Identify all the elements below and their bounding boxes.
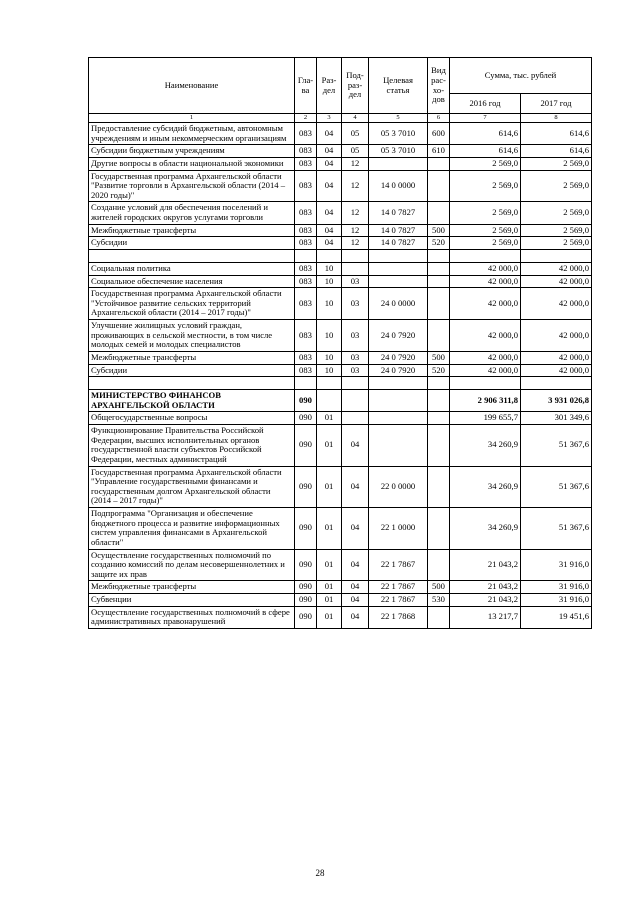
- row-target: [369, 390, 428, 412]
- row-sum-2016: 2 569,0: [450, 157, 521, 170]
- row-razdel: 10: [317, 320, 342, 352]
- row-name: Субсидии бюджетным учреждениям: [89, 145, 295, 158]
- row-name: Улучшение жилищных условий граждан, проживающих в сельской местности, в том числе молодых семей и молодых специалистов: [89, 320, 295, 352]
- row-name: Функционирование Правительства Российской Федерации, высших исполнительных органов государственной власти субъектов Российской Федерации, местных администраций: [89, 425, 295, 467]
- row-razdel: 01: [317, 549, 342, 581]
- row-name: Государственная программа Архангельской области "Управление государственными финансами и государственным долгом Архангельской области (2014 – 2017 годы)": [89, 466, 295, 508]
- row-sum-2016: 42 000,0: [450, 275, 521, 288]
- row-vid: 520: [428, 237, 450, 250]
- row-target: [369, 157, 428, 170]
- row-podrazdel: 05: [342, 123, 369, 145]
- row-sum-2016: 42 000,0: [450, 262, 521, 275]
- col-number: 1: [89, 114, 295, 123]
- header-razdel: Раз-дел: [317, 58, 342, 114]
- row-glava: 083: [295, 157, 317, 170]
- col-number: 6: [428, 114, 450, 123]
- row-razdel: 01: [317, 425, 342, 467]
- row-name: Социальная политика: [89, 262, 295, 275]
- table-row: [89, 412, 592, 425]
- row-razdel: 01: [317, 581, 342, 594]
- row-name: Предоставление субсидий бюджетным, автономным учреждениям и иным некоммерческим организациям: [89, 123, 295, 145]
- row-sum-2016: 13 217,7: [450, 606, 521, 628]
- table-row: [89, 237, 592, 250]
- header-year-2016: 2016 год: [450, 94, 521, 114]
- table-row: [89, 425, 592, 467]
- table-row: [89, 364, 592, 377]
- row-sum-2016: [450, 377, 521, 390]
- row-sum-2016: 34 260,9: [450, 508, 521, 550]
- col-number: 4: [342, 114, 369, 123]
- row-glava: 090: [295, 508, 317, 550]
- table-row: [89, 170, 592, 202]
- row-razdel: 10: [317, 288, 342, 320]
- row-vid: [428, 606, 450, 628]
- row-sum-2016: [450, 249, 521, 262]
- row-sum-2016: 2 569,0: [450, 237, 521, 250]
- header-target: Целевая статья: [369, 58, 428, 114]
- table-row: [89, 390, 592, 412]
- table-row: [89, 320, 592, 352]
- row-vid: 530: [428, 594, 450, 607]
- row-sum-2016: 34 260,9: [450, 466, 521, 508]
- row-target: 24 0 7920: [369, 351, 428, 364]
- col-number: 7: [450, 114, 521, 123]
- row-razdel: 10: [317, 275, 342, 288]
- budget-table: [88, 57, 592, 629]
- row-sum-2017: 2 569,0: [521, 202, 592, 224]
- row-name: Осуществление государственных полномочий в сфере административных правонарушений: [89, 606, 295, 628]
- row-sum-2016: 42 000,0: [450, 351, 521, 364]
- row-sum-2017: 42 000,0: [521, 262, 592, 275]
- row-vid: [428, 466, 450, 508]
- row-vid: [428, 170, 450, 202]
- row-sum-2016: 2 569,0: [450, 224, 521, 237]
- row-sum-2017: [521, 249, 592, 262]
- row-target: [369, 262, 428, 275]
- row-sum-2016: 614,6: [450, 145, 521, 158]
- row-sum-2017: 51 367,6: [521, 425, 592, 467]
- table-row: [89, 224, 592, 237]
- row-podrazdel: 03: [342, 351, 369, 364]
- row-name: Межбюджетные трансферты: [89, 351, 295, 364]
- row-sum-2016: 614,6: [450, 123, 521, 145]
- row-name: Субвенции: [89, 594, 295, 607]
- row-vid: [428, 275, 450, 288]
- row-glava: 083: [295, 202, 317, 224]
- row-target: 24 0 0000: [369, 288, 428, 320]
- table-row: [89, 377, 592, 390]
- row-razdel: [317, 377, 342, 390]
- row-name: Субсидии: [89, 364, 295, 377]
- row-razdel: 10: [317, 364, 342, 377]
- table-row: [89, 275, 592, 288]
- row-name: [89, 377, 295, 390]
- row-vid: 520: [428, 364, 450, 377]
- row-name: Создание условий для обеспечения поселений и жителей городских округов услугами торговли: [89, 202, 295, 224]
- table-row: [89, 581, 592, 594]
- row-razdel: [317, 249, 342, 262]
- row-vid: [428, 412, 450, 425]
- row-glava: 083: [295, 123, 317, 145]
- row-razdel: 01: [317, 466, 342, 508]
- row-razdel: 04: [317, 170, 342, 202]
- row-target: 22 1 7867: [369, 594, 428, 607]
- row-target: 22 1 7867: [369, 581, 428, 594]
- row-name: Общегосударственные вопросы: [89, 412, 295, 425]
- row-name: Государственная программа Архангельской области "Развитие торговли в Архангельской области (2014 – 2020 годы)": [89, 170, 295, 202]
- row-vid: 500: [428, 581, 450, 594]
- row-sum-2017: 614,6: [521, 123, 592, 145]
- row-name: [89, 249, 295, 262]
- table-header: [89, 58, 592, 123]
- header-sum: Сумма, тыс. рублей: [450, 58, 592, 94]
- row-target: [369, 249, 428, 262]
- row-sum-2017: 42 000,0: [521, 288, 592, 320]
- row-sum-2016: 21 043,2: [450, 594, 521, 607]
- row-sum-2017: 3 931 026,8: [521, 390, 592, 412]
- row-razdel: 04: [317, 157, 342, 170]
- row-razdel: 04: [317, 224, 342, 237]
- row-target: 22 0 0000: [369, 466, 428, 508]
- row-razdel: 01: [317, 508, 342, 550]
- table-row: [89, 262, 592, 275]
- page-number: 28: [315, 868, 325, 878]
- row-target: 22 1 0000: [369, 508, 428, 550]
- row-podrazdel: 12: [342, 170, 369, 202]
- table-row: [89, 549, 592, 581]
- row-sum-2017: 31 916,0: [521, 549, 592, 581]
- row-vid: [428, 288, 450, 320]
- row-sum-2017: 51 367,6: [521, 508, 592, 550]
- header-vid: Вид рас-хо-дов: [428, 58, 450, 114]
- row-glava: 083: [295, 364, 317, 377]
- row-podrazdel: 04: [342, 594, 369, 607]
- row-glava: [295, 377, 317, 390]
- row-sum-2017: 19 451,6: [521, 606, 592, 628]
- col-number: 2: [295, 114, 317, 123]
- row-name: Межбюджетные трансферты: [89, 224, 295, 237]
- row-target: 14 0 7827: [369, 202, 428, 224]
- row-name: МИНИСТЕРСТВО ФИНАНСОВ АРХАНГЕЛЬСКОЙ ОБЛАСТИ: [89, 390, 295, 412]
- row-razdel: 04: [317, 123, 342, 145]
- row-vid: [428, 157, 450, 170]
- row-vid: [428, 377, 450, 390]
- row-podrazdel: 03: [342, 364, 369, 377]
- col-number: 3: [317, 114, 342, 123]
- row-sum-2017: 2 569,0: [521, 157, 592, 170]
- row-target: 14 0 0000: [369, 170, 428, 202]
- column-number-row: [89, 114, 592, 123]
- row-vid: [428, 249, 450, 262]
- row-podrazdel: 12: [342, 157, 369, 170]
- row-podrazdel: 04: [342, 466, 369, 508]
- row-podrazdel: 03: [342, 288, 369, 320]
- table-row: [89, 123, 592, 145]
- row-name: Государственная программа Архангельской области "Устойчивое развитие сельских территорий Архангельской области (2014 – 2017 годы)": [89, 288, 295, 320]
- row-sum-2016: 21 043,2: [450, 581, 521, 594]
- row-vid: [428, 262, 450, 275]
- row-target: [369, 275, 428, 288]
- row-vid: [428, 549, 450, 581]
- row-glava: 090: [295, 466, 317, 508]
- row-glava: 083: [295, 262, 317, 275]
- row-target: 05 3 7010: [369, 123, 428, 145]
- row-target: [369, 425, 428, 467]
- row-glava: 083: [295, 275, 317, 288]
- row-glava: 083: [295, 170, 317, 202]
- row-target: 14 0 7827: [369, 237, 428, 250]
- row-sum-2017: 42 000,0: [521, 275, 592, 288]
- row-glava: [295, 249, 317, 262]
- row-sum-2016: 2 569,0: [450, 202, 521, 224]
- table-row: [89, 466, 592, 508]
- row-glava: 083: [295, 320, 317, 352]
- row-name: Осуществление государственных полномочий по созданию комиссий по делам несовершеннолетних и защите их прав: [89, 549, 295, 581]
- row-podrazdel: 05: [342, 145, 369, 158]
- row-vid: 600: [428, 123, 450, 145]
- row-glava: 090: [295, 581, 317, 594]
- row-sum-2017: [521, 377, 592, 390]
- row-vid: 500: [428, 351, 450, 364]
- row-sum-2016: 42 000,0: [450, 364, 521, 377]
- row-glava: 090: [295, 606, 317, 628]
- row-podrazdel: 04: [342, 606, 369, 628]
- table-row: [89, 145, 592, 158]
- row-name: Другие вопросы в области национальной экономики: [89, 157, 295, 170]
- header-name: Наименование: [89, 58, 295, 114]
- row-sum-2017: 42 000,0: [521, 320, 592, 352]
- row-podrazdel: 04: [342, 581, 369, 594]
- row-podrazdel: [342, 390, 369, 412]
- row-vid: 610: [428, 145, 450, 158]
- row-name: Подпрограмма "Организация и обеспечение бюджетного процесса и развитие информационных систем управления финансами в Архангельской области": [89, 508, 295, 550]
- table-row: [89, 202, 592, 224]
- row-target: 14 0 7827: [369, 224, 428, 237]
- row-glava: 083: [295, 237, 317, 250]
- row-podrazdel: 03: [342, 320, 369, 352]
- row-razdel: 01: [317, 594, 342, 607]
- row-target: [369, 377, 428, 390]
- row-glava: 090: [295, 390, 317, 412]
- row-podrazdel: [342, 412, 369, 425]
- row-glava: 083: [295, 351, 317, 364]
- row-glava: 090: [295, 412, 317, 425]
- row-razdel: 10: [317, 351, 342, 364]
- header-year-2017: 2017 год: [521, 94, 592, 114]
- row-glava: 090: [295, 425, 317, 467]
- row-vid: [428, 202, 450, 224]
- row-sum-2016: 42 000,0: [450, 320, 521, 352]
- row-target: 05 3 7010: [369, 145, 428, 158]
- row-target: 24 0 7920: [369, 320, 428, 352]
- row-name: Социальное обеспечение населения: [89, 275, 295, 288]
- row-razdel: 04: [317, 145, 342, 158]
- row-sum-2016: 42 000,0: [450, 288, 521, 320]
- row-sum-2016: 21 043,2: [450, 549, 521, 581]
- row-razdel: 10: [317, 262, 342, 275]
- row-target: 24 0 7920: [369, 364, 428, 377]
- table-row: [89, 351, 592, 364]
- row-glava: 083: [295, 145, 317, 158]
- row-glava: 090: [295, 549, 317, 581]
- table-body: [89, 123, 592, 629]
- row-target: 22 1 7867: [369, 549, 428, 581]
- row-sum-2016: 2 906 311,8: [450, 390, 521, 412]
- table-row: [89, 594, 592, 607]
- row-glava: 090: [295, 594, 317, 607]
- row-razdel: 01: [317, 412, 342, 425]
- table-row: [89, 157, 592, 170]
- row-vid: 500: [428, 224, 450, 237]
- row-podrazdel: 12: [342, 224, 369, 237]
- row-podrazdel: 04: [342, 508, 369, 550]
- row-podrazdel: 03: [342, 275, 369, 288]
- table-row: [89, 508, 592, 550]
- row-sum-2016: 2 569,0: [450, 170, 521, 202]
- col-number: 5: [369, 114, 428, 123]
- row-target: [369, 412, 428, 425]
- table-row: [89, 288, 592, 320]
- row-podrazdel: [342, 249, 369, 262]
- row-sum-2017: 31 916,0: [521, 594, 592, 607]
- row-sum-2017: 51 367,6: [521, 466, 592, 508]
- table-row: [89, 249, 592, 262]
- row-vid: [428, 320, 450, 352]
- row-name: Субсидии: [89, 237, 295, 250]
- row-razdel: [317, 390, 342, 412]
- row-sum-2017: 42 000,0: [521, 364, 592, 377]
- row-razdel: 04: [317, 237, 342, 250]
- row-glava: 083: [295, 288, 317, 320]
- row-podrazdel: 12: [342, 237, 369, 250]
- row-sum-2017: 301 349,6: [521, 412, 592, 425]
- row-podrazdel: [342, 377, 369, 390]
- row-glava: 083: [295, 224, 317, 237]
- row-sum-2017: 614,6: [521, 145, 592, 158]
- row-sum-2017: 42 000,0: [521, 351, 592, 364]
- row-razdel: 01: [317, 606, 342, 628]
- row-podrazdel: 12: [342, 202, 369, 224]
- row-razdel: 04: [317, 202, 342, 224]
- row-sum-2017: 2 569,0: [521, 237, 592, 250]
- header-podrazdel: Под-раз-дел: [342, 58, 369, 114]
- row-podrazdel: 04: [342, 425, 369, 467]
- row-sum-2017: 31 916,0: [521, 581, 592, 594]
- row-sum-2016: 34 260,9: [450, 425, 521, 467]
- col-number: 8: [521, 114, 592, 123]
- row-sum-2016: 199 655,7: [450, 412, 521, 425]
- row-podrazdel: [342, 262, 369, 275]
- row-target: 22 1 7868: [369, 606, 428, 628]
- row-vid: [428, 425, 450, 467]
- row-name: Межбюджетные трансферты: [89, 581, 295, 594]
- row-vid: [428, 508, 450, 550]
- row-sum-2017: 2 569,0: [521, 170, 592, 202]
- row-sum-2017: 2 569,0: [521, 224, 592, 237]
- row-vid: [428, 390, 450, 412]
- header-glava: Гла-ва: [295, 58, 317, 114]
- table-row: [89, 606, 592, 628]
- row-podrazdel: 04: [342, 549, 369, 581]
